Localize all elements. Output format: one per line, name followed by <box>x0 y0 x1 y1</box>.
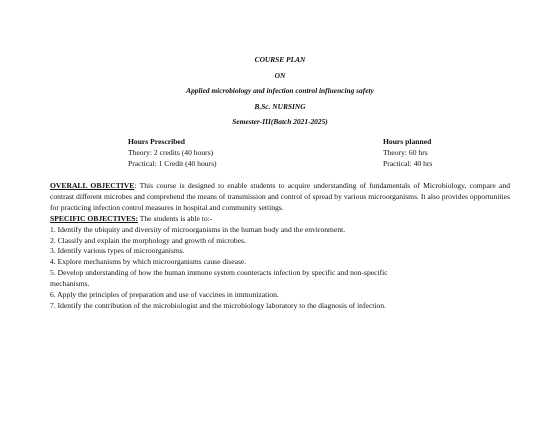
specific-objectives-label: SPECIFIC OBJECTIVES: <box>50 213 138 223</box>
objective-item: 4. Explore mechanisms by which microorganisms cause disease. <box>50 257 247 267</box>
overall-objective-paragraph <box>50 181 510 214</box>
objectives-section <box>50 181 510 312</box>
overall-objective-label: OVERALL OBJECTIVE <box>50 181 135 190</box>
course-header <box>0 52 560 130</box>
hours-prescribed-heading: Hours Prescribed <box>128 137 186 146</box>
objective-item: mechanisms. <box>50 279 90 289</box>
specific-objectives-intro: The students is able to:- <box>137 213 213 223</box>
hours-planned-theory: Theory: 60 hrs <box>383 148 428 157</box>
header-on: ON <box>274 70 286 80</box>
objective-item: 5. Develop understanding of how the human immune system counteracts infection by specific and non-specific <box>50 268 388 278</box>
hours-planned-block <box>383 136 432 169</box>
header-semester: Semester-III(Batch 2021-2025) <box>232 117 328 127</box>
header-title: COURSE PLAN <box>254 55 306 64</box>
objective-item: 6. Apply the principles of preparation and use of vaccines in immunization. <box>50 290 279 300</box>
hours-planned-heading: Hours planned <box>383 137 432 146</box>
objective-item: 7. Identify the contribution of the microbiologist and the microbiology laboratory to the diagnosis of infection. <box>50 300 386 310</box>
specific-objectives-heading-line <box>50 214 510 225</box>
hours-prescribed-block <box>128 136 217 169</box>
header-program: B.Sc. NURSING <box>254 101 306 111</box>
overall-objective-text: : This course is designed to enable students to acquire understanding of fundamentals of Microbiology, compare and contrast different microbes and comprehend the means of transmission and control of spread by various microorganisms. It also provides opportunities for practicing infection control measures in hospital and community settings. <box>50 181 510 212</box>
hours-prescribed-theory: Theory: 2 credits (40 hours) <box>128 148 214 157</box>
header-course-name: Applied microbiology and infection control influencing safety <box>186 86 374 96</box>
objective-item: 1. Identify the ubiquity and diversity of microorganisms in the human body and the environment. <box>50 224 346 234</box>
hours-prescribed-practical: Practical: 1 Credit (40 hours) <box>128 159 217 168</box>
hours-planned-practical: Practical: 40 hrs <box>383 159 433 168</box>
objective-item: 2. Classify and explain the morphology and growth of microbes. <box>50 235 246 245</box>
specific-objectives-list <box>50 225 510 312</box>
objective-item: 3. Identify various types of microorganisms. <box>50 246 185 256</box>
